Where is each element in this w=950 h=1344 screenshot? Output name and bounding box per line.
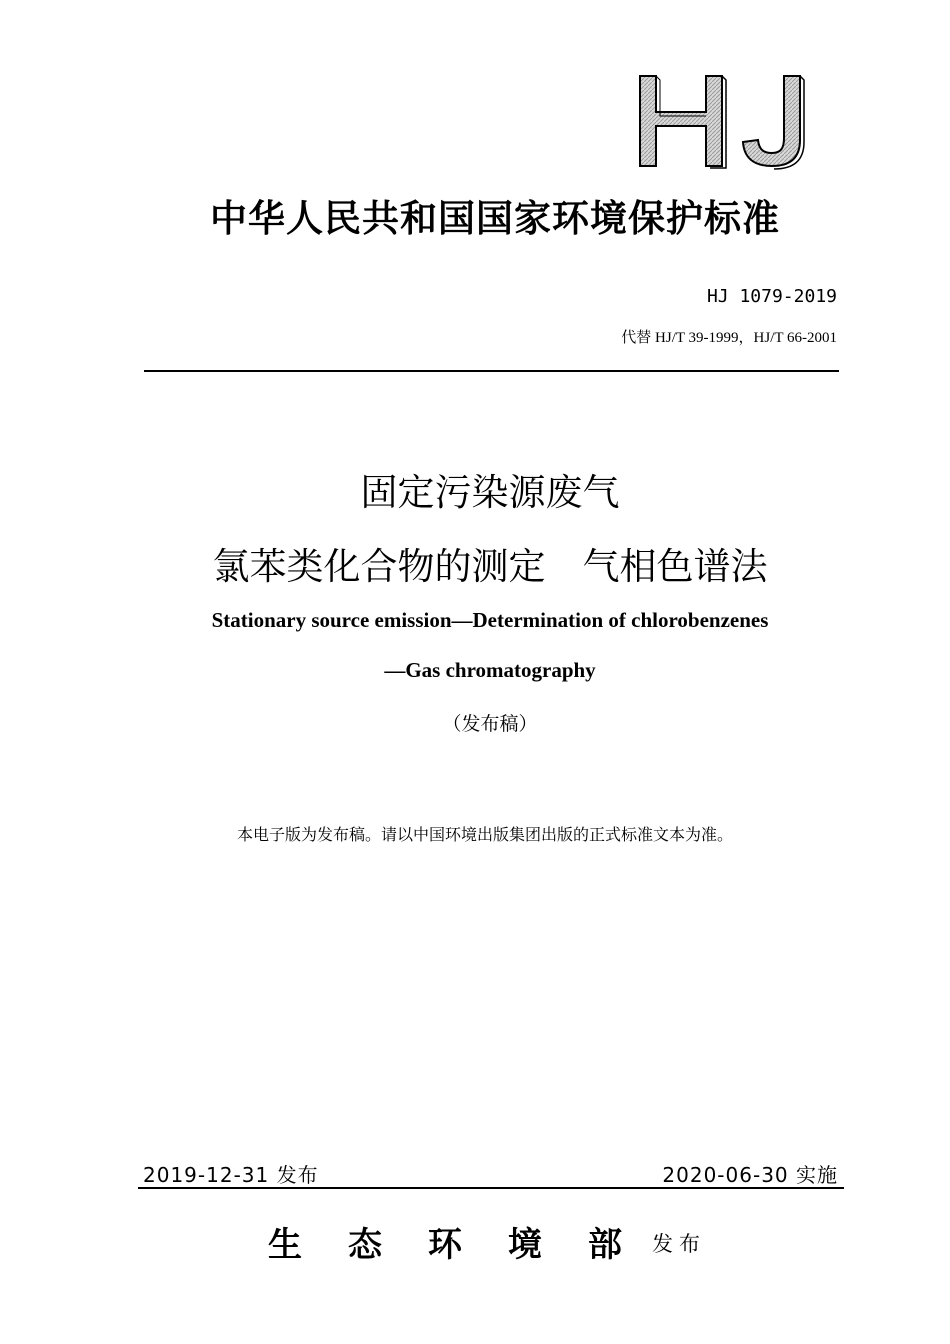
hj-logo (636, 70, 812, 170)
title-cn-line1: 固定污染源废气 (360, 471, 620, 514)
implementation-date: 2020-06-30 实施 (662, 1163, 838, 1187)
footer-divider (138, 1187, 844, 1189)
title-cn-line2: 氯苯类化合物的测定 气相色谱法 (212, 545, 768, 588)
edition-notice: 本电子版为发布稿。请以中国环境出版集团出版的正式标准文本为准。 (236, 825, 733, 844)
issuer-name: 生态环境部 (268, 1225, 668, 1265)
title-en-line2: —Gas chromatography (384, 658, 596, 682)
replaces-note: 代替 HJ/T 39-1999，HJ/T 66-2001 (621, 330, 837, 346)
issuer-suffix: 发布 (652, 1232, 706, 1256)
standard-number: HJ 1079-2019 (706, 286, 837, 307)
title-en-line1: Stationary source emission—Determination of chlorobenzenes (211, 608, 769, 632)
header-divider (144, 370, 839, 372)
issue-date: 2019-12-31 发布 (143, 1163, 319, 1187)
draft-tag: （发布稿） (442, 713, 538, 735)
agency-title: 中华人民共和国国家环境保护标准 (210, 196, 780, 240)
